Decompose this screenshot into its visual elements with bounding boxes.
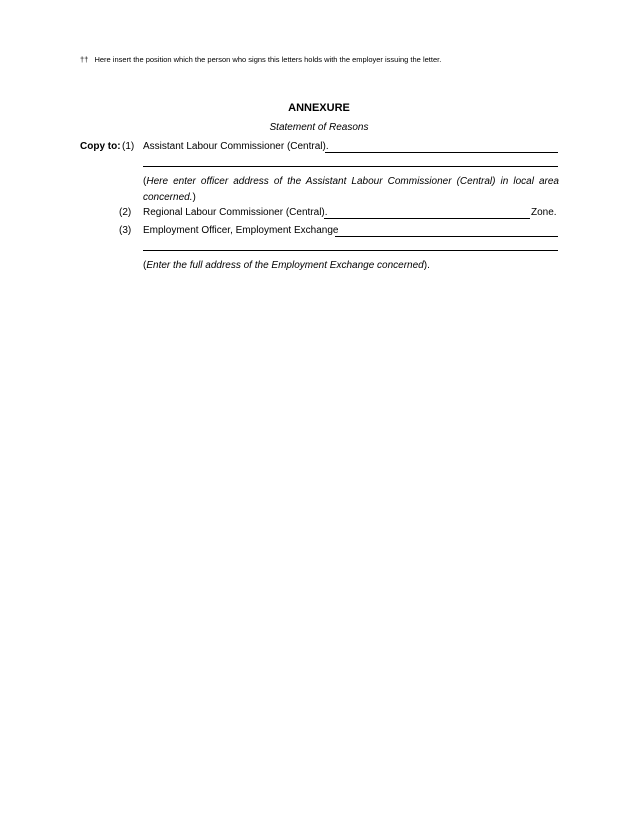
item-2-suffix: Zone. (531, 207, 557, 218)
item-1-note-open: ( (143, 176, 147, 187)
footnote-text: Here insert the position which the person who signs this letters holds with the employer issuing the letter. (94, 55, 442, 64)
annexure-title: ANNEXURE (288, 102, 350, 114)
item-2-fill-line (324, 218, 530, 219)
item-3-note-open: ( (143, 260, 147, 271)
item-2-text: Regional Labour Commissioner (Central). (143, 207, 328, 218)
item-1-number: (1) (122, 141, 135, 152)
item-1-address-line (143, 166, 558, 167)
item-3-note (143, 258, 559, 274)
item-3-text: Employment Officer, Employment Exchange (143, 225, 339, 236)
footnote (80, 55, 441, 64)
item-1-note-text: Here enter officer address of the Assistant Labour Commissioner (Central) in local area concerned. (143, 176, 559, 203)
item-2-number: (2) (119, 207, 132, 218)
item-3-number: (3) (119, 225, 132, 236)
item-3-fill-line (335, 236, 558, 237)
item-1-note (143, 174, 559, 206)
item-3-note-close: ). (423, 260, 430, 271)
annexure-subtitle: Statement of Reasons (269, 122, 369, 133)
item-3-address-line (143, 250, 558, 251)
item-1-note-close: ) (192, 192, 196, 203)
item-1-text: Assistant Labour Commissioner (Central). (143, 141, 329, 152)
item-1-fill-line (325, 152, 558, 153)
copy-to-label: Copy to: (80, 141, 121, 152)
item-3-note-text: Enter the full address of the Employment Exchange concerned (146, 260, 424, 271)
footnote-mark: †† (80, 55, 89, 64)
